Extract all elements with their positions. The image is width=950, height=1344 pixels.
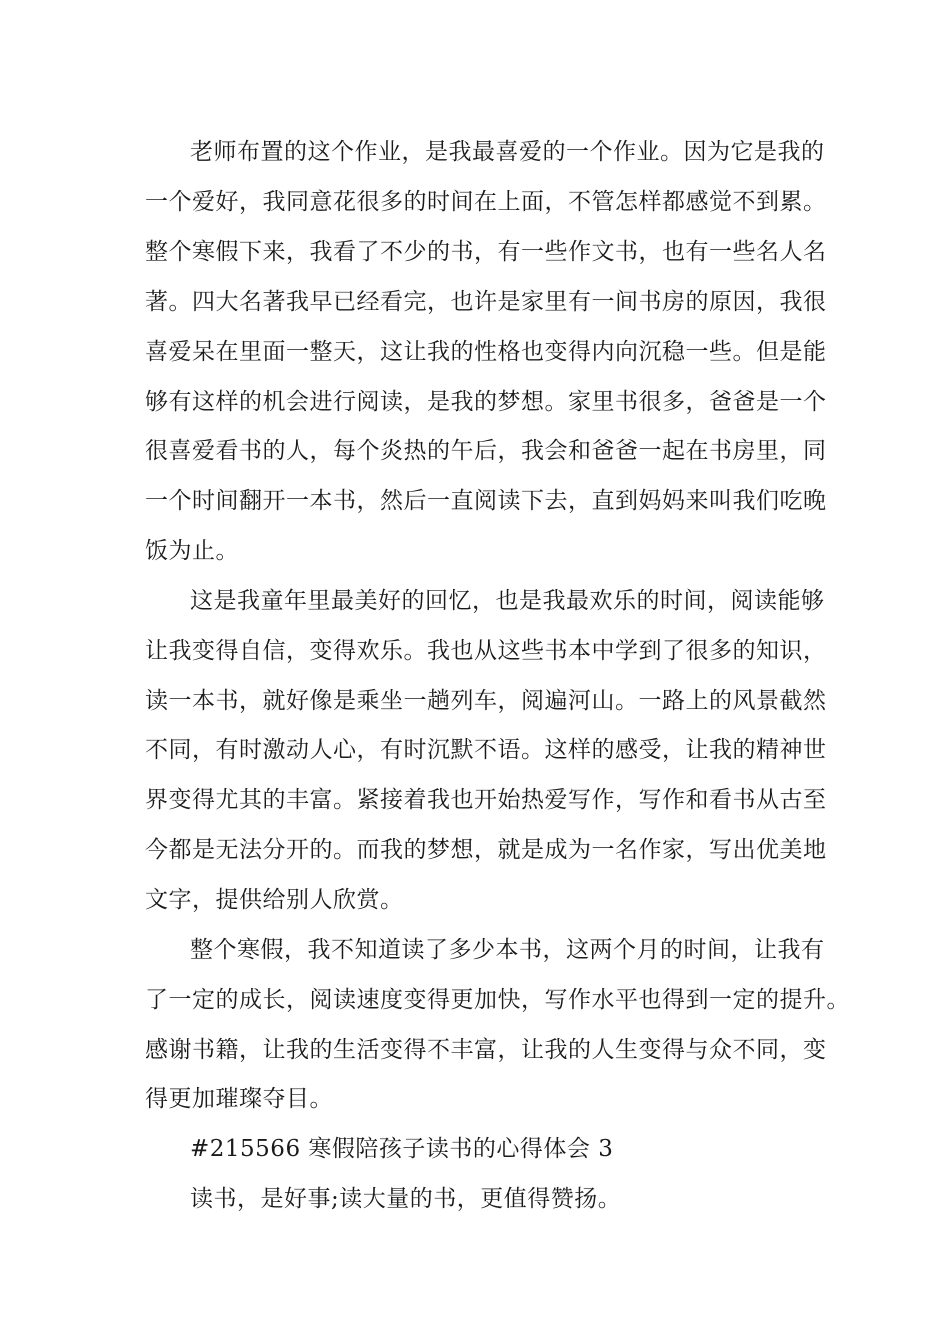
text-line: 读书，是好事;读大量的书，更值得赞扬。	[190, 1186, 622, 1212]
text-line: 界变得尤其的丰富。紧接着我也开始热爱写作，写作和看书从古至	[145, 787, 827, 813]
text-line: 感谢书籍，让我的生活变得不丰富，让我的人生变得与众不同，变	[145, 1037, 827, 1063]
text-line: 一个时间翻开一本书，然后一直阅读下去，直到妈妈来叫我们吃晚	[145, 488, 827, 514]
text-line: 喜爱呆在里面一整天，这让我的性格也变得内向沉稳一些。但是能	[145, 339, 827, 365]
text-line: 饭为止。	[145, 538, 239, 564]
text-line: 一个爱好，我同意花很多的时间在上面，不管怎样都感觉不到累。	[145, 189, 827, 215]
text-line: 不同，有时激动人心，有时沉默不语。这样的感受，让我的精神世	[145, 737, 827, 763]
text-line: 了一定的成长，阅读速度变得更加快，写作水平也得到一定的提升。	[145, 987, 850, 1013]
text-line: 读一本书，就好像是乘坐一趟列车，阅遍河山。一路上的风景截然	[145, 688, 827, 714]
text-line: 让我变得自信，变得欢乐。我也从这些书本中学到了很多的知识，	[145, 638, 827, 664]
text-line: 这是我童年里最美好的回忆，也是我最欢乐的时间，阅读能够	[190, 588, 825, 614]
text-line: 文字，提供给别人欣赏。	[145, 887, 404, 913]
text-line: 今都是无法分开的。而我的梦想，就是成为一名作家，写出优美地	[145, 837, 827, 863]
text-line: 够有这样的机会进行阅读，是我的梦想。家里书很多，爸爸是一个	[145, 389, 827, 415]
text-line: 著。四大名著我早已经看完，也许是家里有一间书房的原因，我很	[145, 289, 827, 315]
text-line: 得更加璀璨夺目。	[145, 1086, 333, 1112]
heading-line: #215566 寒假陪孩子读书的心得体会 3	[190, 1136, 614, 1162]
text-line: 老师布置的这个作业，是我最喜爱的一个作业。因为它是我的	[190, 139, 825, 165]
text-line: 整个寒假，我不知道读了多少本书，这两个月的时间，让我有	[190, 937, 825, 963]
text-line: 很喜爱看书的人，每个炎热的午后，我会和爸爸一起在书房里，同	[145, 438, 827, 464]
text-line: 整个寒假下来，我看了不少的书，有一些作文书，也有一些名人名	[145, 239, 827, 265]
